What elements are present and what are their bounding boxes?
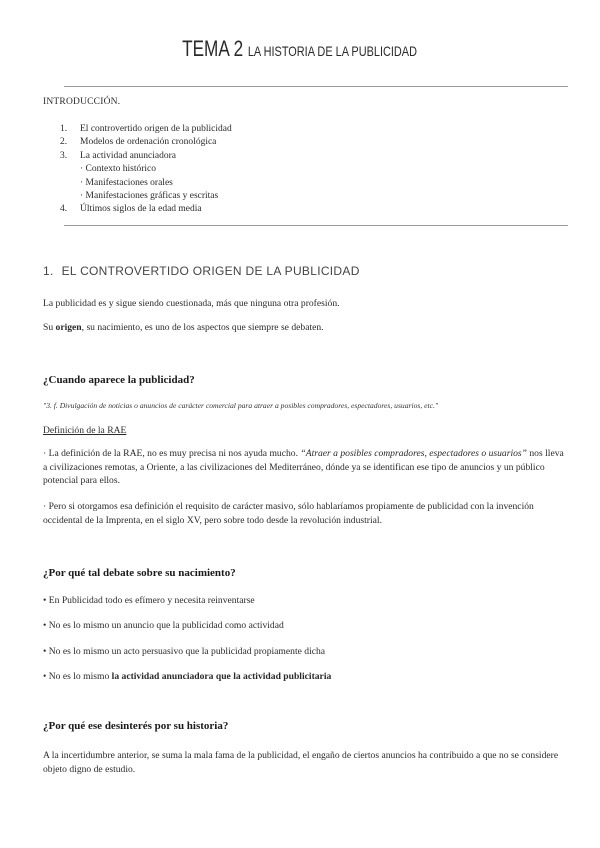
bold-text: origen [55,322,82,333]
intro-heading: INTRODUCCIÓN. [43,97,121,107]
section-number: 1. [43,264,54,278]
text: nos lleva a civilizaciones remotas, a Oriente, a las civilizaciones del Mediterráneo, dónde ya se identifican ese tipo de anuncios y un público potencial para ellos. [43,448,564,487]
toc-item [60,163,232,176]
toc-label: Últimos siglos de la edad media [80,204,202,215]
title-sub: LA HISTORIA DE LA PUBLICIDAD [248,43,418,59]
toc-number: 4. [60,204,68,215]
paragraph: · Pero si otorgamos esa definición el requisito de carácter masivo, sólo hablaríamos propiamente de publicidad con la invención occidental de la Imprenta, en el siglo XV, pero sobre todo desde la revolución industrial. [43,501,534,526]
list-item: • No es lo mismo un acto persuasivo que la publicidad propiamente dicha [43,646,326,657]
title-main: TEMA 2 [182,36,244,61]
subheading: ¿Cuando aparece la publicidad? [43,374,195,386]
list-item: • No es lo mismo un anuncio que la publicidad como actividad [43,620,284,631]
toc-label: Modelos de ordenación cronológica [80,137,217,148]
text: • No es lo mismo [43,671,112,682]
toc-label: La actividad anunciadora [80,150,177,161]
toc-number: 3. [60,150,68,161]
toc-item [60,203,232,216]
toc-item [60,123,232,136]
section-heading [43,264,360,278]
list-item: • En Publicidad todo es efímero y necesita reinventarse [43,595,255,606]
italic-text: “Atraer a posibles compradores, espectadores o usuarios” [300,448,527,459]
list-item [43,670,567,684]
toc-item [60,177,232,190]
toc-number: 1. [60,124,68,134]
table-of-contents [60,123,232,217]
text: , su nacimiento, es uno de los aspectos que siempre se debaten. [81,322,324,333]
definition-title: Definición de la RAE [43,425,127,436]
subheading: ¿Por qué tal debate sobre su nacimiento? [43,567,236,579]
paragraph: La publicidad es y sigue siendo cuestionada, más que ninguna otra profesión. [43,298,340,309]
paragraph: A la incertidumbre anterior, se suma la mala fama de la publicidad, el engaño de ciertos anuncios ha contribuido a que no se considere objeto digno de estudio. [43,750,559,775]
title-divider [64,86,568,87]
page-title [0,36,600,62]
text: Su [43,322,56,333]
subheading: ¿Por qué ese desinterés por su historia? [43,720,229,732]
toc-item [60,150,232,163]
toc-divider [64,225,568,226]
toc-label: El controvertido origen de la publicidad [80,124,232,134]
toc-item [60,190,232,203]
section-title: EL CONTROVERTIDO ORIGEN DE LA PUBLICIDAD [61,264,360,278]
toc-label: · Contexto histórico [80,164,156,175]
toc-item [60,136,232,149]
paragraph [43,447,567,488]
toc-label: · Manifestaciones orales [80,177,173,188]
text: · La definición de la RAE, no es muy precisa ni nos ayuda mucho. [43,448,301,459]
toc-number: 2. [60,137,68,148]
paragraph [43,321,567,335]
toc-label: · Manifestaciones gráficas y escritas [80,191,219,202]
bold-text: la actividad anunciadora que la actividad publicitaria [111,671,332,682]
quote: "3. f. Divulgación de noticias o anuncios de carácter comercial para atraer a posibles compradores, espectadores, usuarios, etc." [43,401,439,410]
